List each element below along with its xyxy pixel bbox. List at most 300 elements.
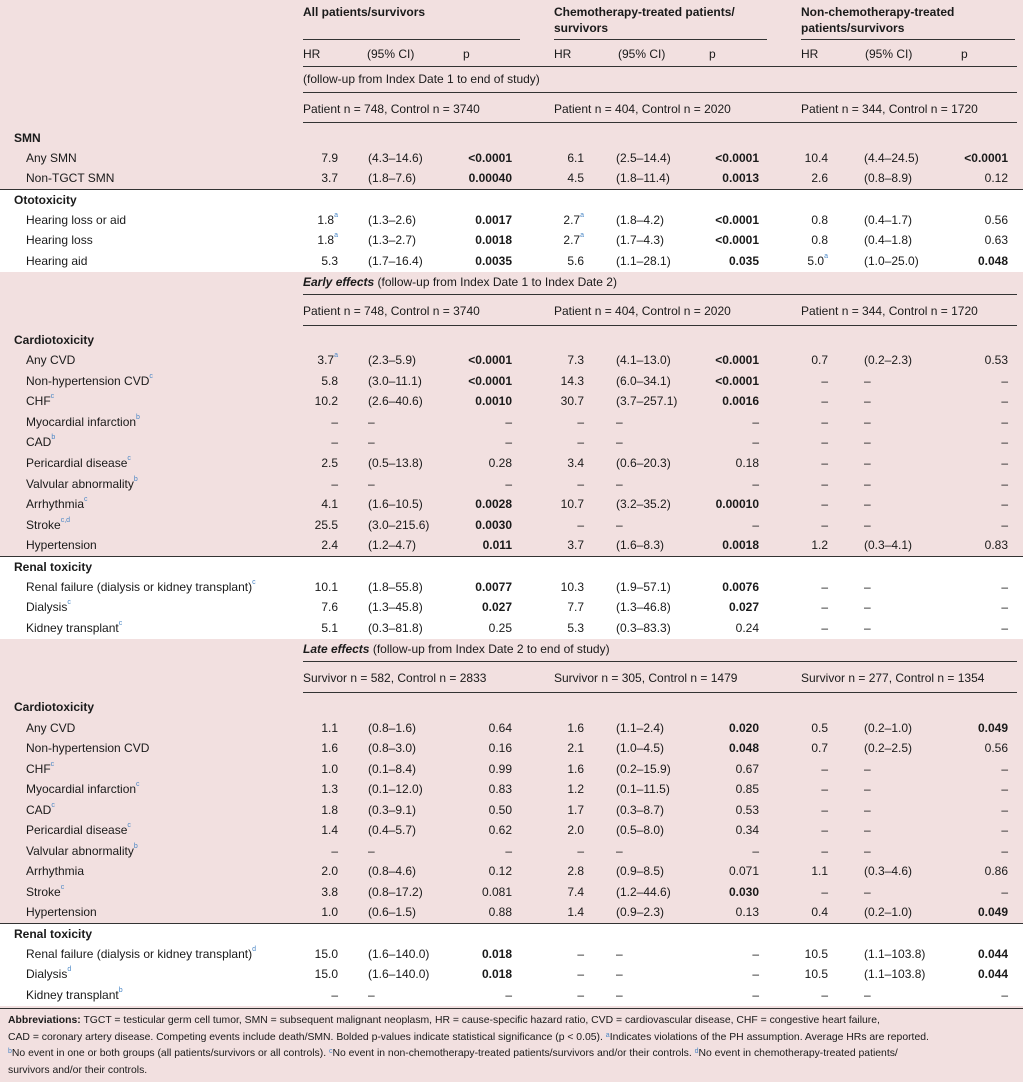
cell-value: 0.4	[811, 905, 828, 919]
cell-value: –	[864, 497, 871, 511]
table-row	[0, 494, 1023, 515]
cell-value: –	[616, 967, 623, 981]
cell-p1	[420, 515, 512, 536]
cell-hr1	[302, 944, 338, 965]
cell-ci3	[864, 210, 912, 231]
cell-ci1	[368, 718, 416, 739]
cell-ci1	[368, 494, 423, 515]
cell-value: (1.1–103.8)	[864, 947, 926, 961]
cell-value: –	[821, 844, 828, 858]
cell-hr3	[800, 474, 828, 495]
cell-value: –	[752, 415, 759, 429]
cell-p1	[420, 412, 512, 433]
row-label: CAD$^c$	[26, 802, 55, 817]
cell-value: (1.6–140.0)	[368, 967, 430, 981]
cell-p3	[912, 412, 1008, 433]
n-row-2-chemo: Patient n = 404, Control n = 2020	[554, 304, 731, 318]
cell-value: –	[821, 374, 828, 388]
cell-hr1	[302, 515, 338, 536]
cell-ci2	[616, 412, 623, 433]
header-hr-non: HR	[801, 47, 819, 61]
cell-p1	[420, 800, 512, 821]
cell-value: (1.1–28.1)	[616, 254, 671, 268]
cell-value: –	[821, 518, 828, 532]
cell-value: 0.83	[984, 538, 1008, 552]
row-label	[26, 738, 149, 759]
cell-p1	[420, 820, 512, 841]
cell-value: 0.0016	[722, 394, 759, 408]
table-row	[0, 882, 1023, 903]
cell-value: 15.0	[314, 967, 338, 981]
rule-line	[303, 122, 1017, 123]
cell-hr3	[800, 453, 828, 474]
cell-ci3	[864, 453, 871, 474]
cell-value: 1.2	[811, 538, 828, 552]
cell-hr3	[800, 412, 828, 433]
table-row	[0, 391, 1023, 412]
cell-ci1	[368, 210, 416, 231]
cell-p1	[420, 861, 512, 882]
cell-p2	[664, 494, 759, 515]
cell-p2	[664, 738, 759, 759]
row-label: Stroke$^{c,d}$	[26, 517, 71, 532]
cell-value: –	[864, 600, 871, 614]
cell-p1	[420, 759, 512, 780]
cell-value: 0.044	[977, 967, 1008, 981]
section-renal-late-label: Renal toxicity	[14, 927, 93, 941]
section-oto	[0, 190, 1023, 211]
cell-value: (1.7–4.3)	[616, 233, 665, 247]
cell-value: (1.0–25.0)	[864, 254, 919, 268]
table-row	[0, 964, 1023, 985]
cell-value: (3.0–215.6)	[368, 518, 430, 532]
cell-value: 0.018	[481, 947, 512, 961]
row-label-text: Dialysis	[26, 600, 68, 614]
cell-value: <0.0001	[715, 233, 759, 247]
cell-p3	[912, 577, 1008, 598]
cell-ci1	[368, 882, 423, 903]
cell-value: –	[821, 394, 828, 408]
cell-p1	[420, 618, 512, 639]
cell-value: 0.0010	[475, 394, 512, 408]
cell-value: 7.4	[567, 885, 584, 899]
row-label-text: Arrhythmia	[26, 864, 85, 878]
cell-value: 1.1	[811, 864, 828, 878]
cell-value: –	[331, 844, 338, 858]
cell-value: –	[752, 477, 759, 491]
cell-value: 1.0	[321, 762, 338, 776]
cell-p3	[912, 168, 1008, 189]
cell-hr3	[800, 882, 828, 903]
cell-p1	[420, 494, 512, 515]
cell-p1	[420, 230, 512, 251]
row-label-text: Myocardial infarction	[26, 415, 137, 429]
cell-value: –	[505, 477, 512, 491]
cell-value: 5.8	[321, 374, 338, 388]
row-label: CAD$^b$	[26, 434, 56, 449]
cell-value: (0.3–4.1)	[864, 538, 913, 552]
cell-ci1	[368, 759, 416, 780]
cell-p2	[664, 944, 759, 965]
cell-hr2	[554, 861, 584, 882]
cell-p1	[420, 718, 512, 739]
cell-hr3	[800, 577, 828, 598]
cell-hr3	[800, 148, 828, 169]
table-row	[0, 515, 1023, 536]
cell-p2	[664, 168, 759, 189]
cell-value: –	[864, 844, 871, 858]
cell-value: –	[821, 782, 828, 796]
cell-p1	[420, 391, 512, 412]
footnote-d: No event in chemotherapy-treated patients/	[698, 1048, 898, 1059]
cell-p3	[912, 882, 1008, 903]
row-label	[26, 350, 75, 371]
row-label: Renal failure (dialysis or kidney transplant)$^d$	[26, 946, 257, 961]
cell-ci1	[368, 168, 416, 189]
cell-value: (1.8–11.4)	[616, 171, 670, 185]
cell-value: <0.0001	[964, 151, 1008, 165]
cell-p3	[912, 718, 1008, 739]
cell-ci1	[368, 618, 423, 639]
row-label-text: CAD	[26, 435, 52, 449]
cell-value: 1.7	[567, 803, 584, 817]
cell-ci2	[616, 882, 671, 903]
cell-ci2	[616, 168, 670, 189]
row-label: Kidney transplant$^c$	[26, 620, 123, 635]
cell-value: (1.3–46.8)	[616, 600, 671, 614]
cell-ci1	[368, 453, 423, 474]
cell-value: (1.6–140.0)	[368, 947, 430, 961]
row-label: Dialysis$^d$	[26, 966, 72, 981]
cell-hr1	[302, 861, 338, 882]
cell-ci3	[864, 759, 871, 780]
cell-p3	[912, 474, 1008, 495]
cell-value: 10.5	[804, 947, 828, 961]
row-label-text: Any SMN	[26, 151, 77, 165]
cell-p3	[912, 210, 1008, 231]
cell-value: 5.6	[567, 254, 584, 268]
cell-p2	[664, 210, 759, 231]
cell-p1	[420, 841, 512, 862]
cell-value: 0.049	[977, 905, 1008, 919]
row-label	[26, 230, 93, 251]
section-cardio-early	[0, 330, 1023, 351]
cell-ci2	[616, 453, 671, 474]
table-row	[0, 350, 1023, 371]
cell-hr3	[800, 494, 828, 515]
cell-hr2	[554, 882, 584, 903]
cell-hr3	[800, 738, 828, 759]
cell-value: 10.7	[560, 497, 584, 511]
cell-hr2	[554, 738, 584, 759]
cell-ci2	[616, 618, 671, 639]
cell-ci2	[616, 841, 623, 862]
cell-value: (6.0–34.1)	[616, 374, 671, 388]
cell-value: 2.8	[567, 864, 584, 878]
cell-value: –	[864, 456, 871, 470]
cell-ci3	[864, 391, 871, 412]
cell-hr2	[554, 432, 584, 453]
cell-p3	[912, 251, 1008, 272]
table-row	[0, 453, 1023, 474]
cell-ci2	[616, 350, 671, 371]
table-footnote: Abbreviations: TGCT = testicular germ cell tumor, SMN = subsequent malignant neoplasm, HR = cause-specific hazard ratio, CVD = cardiovascular disease, CHF = congestive heart failure, CAD = coronary artery disease. Competing events include death/SMN. Bolded p-values indicate statistical significance (p < 0.05). $^a$Indicates violations of the PH assumption. Average HRs are reported. $^b$No event in one or both groups (all patients/survivors or all controls). $^c$No event in non-chemotherapy-treated patients/survivors and/or their controls. $^d$No event in chemotherapy-treated patients/ survivors and/or their controls.	[8, 1015, 929, 1076]
row-label	[26, 148, 77, 169]
cell-value: –	[577, 967, 584, 981]
row-label: Stroke$^c$	[26, 884, 65, 899]
cell-hr3	[800, 820, 828, 841]
cell-value: –	[752, 967, 759, 981]
cell-p2	[664, 535, 759, 556]
cell-ci2	[616, 902, 664, 923]
cell-hr2	[554, 535, 584, 556]
late-effects-title	[303, 639, 610, 659]
cell-hr2	[554, 820, 584, 841]
rule-line	[303, 294, 1017, 295]
cell-value: 0.018	[481, 967, 512, 981]
cell-value: 1.8	[321, 803, 338, 817]
cell-hr1: 3.7$^a$	[317, 352, 338, 367]
cell-value: (0.3–8.7)	[616, 803, 665, 817]
cell-hr2	[554, 412, 584, 433]
cell-ci2	[616, 985, 623, 1006]
cell-p3	[912, 618, 1008, 639]
cell-value: 10.5	[804, 967, 828, 981]
row-label-text: Hearing loss or aid	[26, 213, 127, 227]
cell-ci2	[616, 597, 671, 618]
cell-ci2	[616, 432, 623, 453]
cell-p2	[664, 902, 759, 923]
cell-p2	[664, 861, 759, 882]
table-row	[0, 210, 1023, 231]
cell-p3	[912, 944, 1008, 965]
cell-hr3	[800, 168, 828, 189]
cell-value: –	[821, 580, 828, 594]
cell-value: 0.0030	[475, 518, 512, 532]
cell-hr2	[554, 148, 584, 169]
cell-value: (0.2–2.3)	[864, 353, 913, 367]
cell-value: 0.24	[735, 621, 759, 635]
cell-ci2	[616, 210, 664, 231]
cell-value: (0.6–1.5)	[368, 905, 417, 919]
rule-line	[0, 1008, 1023, 1009]
row-label	[26, 861, 84, 882]
cell-value: –	[368, 435, 375, 449]
cell-p1	[420, 577, 512, 598]
cell-ci1	[368, 432, 375, 453]
cell-ci3	[864, 432, 871, 453]
row-label-text: Any CVD	[26, 721, 76, 735]
cell-value: (1.6–8.3)	[616, 538, 665, 552]
cell-value: 0.63	[984, 233, 1008, 247]
cell-value: –	[864, 580, 871, 594]
cell-value: 2.5	[321, 456, 338, 470]
cell-value: –	[752, 844, 759, 858]
cell-value: 0.53	[984, 353, 1008, 367]
row-label: Myocardial infarction$^b$	[26, 414, 140, 429]
cell-hr2	[554, 779, 584, 800]
header-p-chemo: p	[709, 47, 716, 61]
cell-hr2	[554, 841, 584, 862]
cell-value: –	[864, 415, 871, 429]
cell-value: –	[368, 415, 375, 429]
cell-ci2	[616, 251, 671, 272]
cell-value: 7.6	[321, 600, 338, 614]
cell-value: 4.5	[567, 171, 584, 185]
table-row	[0, 800, 1023, 821]
cell-value: 2.1	[567, 741, 584, 755]
cell-value: 1.6	[567, 721, 584, 735]
cell-value: (1.9–57.1)	[616, 580, 671, 594]
cell-value: 0.18	[735, 456, 759, 470]
cell-value: 0.027	[728, 600, 759, 614]
cell-ci3	[864, 494, 871, 515]
cell-p1	[420, 210, 512, 231]
cell-hr1	[302, 738, 338, 759]
cell-value: –	[821, 762, 828, 776]
rule-line	[303, 325, 1017, 326]
cell-value: (0.3–4.6)	[864, 864, 913, 878]
cell-ci2	[616, 494, 671, 515]
cell-value: (1.2–44.6)	[616, 885, 671, 899]
cell-value: (0.3–9.1)	[368, 803, 417, 817]
cell-p3	[912, 738, 1008, 759]
cell-ci2	[616, 148, 671, 169]
cell-value: –	[616, 518, 623, 532]
cell-ci1	[368, 597, 423, 618]
cell-ci3	[864, 515, 871, 536]
n-row-1-all: Patient n = 748, Control n = 3740	[303, 102, 480, 116]
cell-value: 0.8	[811, 213, 828, 227]
cell-value: 3.7	[567, 538, 584, 552]
cell-hr3	[800, 515, 828, 536]
table-row	[0, 718, 1023, 739]
row-label	[26, 718, 75, 739]
cell-p1	[420, 944, 512, 965]
cell-value: –	[331, 415, 338, 429]
cell-hr3	[800, 944, 828, 965]
cell-ci1	[368, 371, 422, 392]
cell-ci3	[864, 985, 871, 1006]
cell-value: –	[577, 844, 584, 858]
cell-p1	[420, 251, 512, 272]
cell-value: –	[821, 477, 828, 491]
table-row	[0, 371, 1023, 392]
late-title-bold: Late effects	[303, 642, 370, 656]
row-label-text: Arrhythmia	[26, 497, 85, 511]
cell-hr2	[554, 944, 584, 965]
cell-hr1	[302, 597, 338, 618]
cell-hr2	[554, 350, 584, 371]
cell-hr1	[302, 902, 338, 923]
cell-value: –	[1001, 823, 1008, 837]
cell-value: –	[505, 435, 512, 449]
cell-value: 2.0	[321, 864, 338, 878]
row-label-text: Hypertension	[26, 538, 97, 552]
n-row-3-non: Survivor n = 277, Control n = 1354	[801, 671, 985, 685]
rule-line	[554, 39, 767, 40]
rule-line	[303, 692, 1017, 693]
cell-value: 0.0018	[722, 538, 759, 552]
cell-value: 0.00010	[715, 497, 759, 511]
section-renal-early	[0, 557, 1023, 578]
cell-p2	[664, 515, 759, 536]
cell-value: 1.1	[321, 721, 338, 735]
cell-hr2	[554, 391, 584, 412]
cell-value: 3.7	[321, 171, 338, 185]
cell-value: –	[864, 762, 871, 776]
cell-hr2: 2.7$^a$	[563, 232, 584, 247]
table-row	[0, 148, 1023, 169]
cell-value: 0.071	[728, 864, 759, 878]
cell-value: –	[505, 415, 512, 429]
cell-value: (0.8–1.6)	[368, 721, 417, 735]
cell-hr1	[302, 718, 338, 739]
cell-hr3: 5.0$^a$	[807, 253, 828, 268]
cell-p2	[664, 759, 759, 780]
row-label-text: Stroke	[26, 518, 61, 532]
cell-value: –	[616, 435, 623, 449]
cell-ci3	[864, 412, 871, 433]
cell-p3	[912, 861, 1008, 882]
cell-value: <0.0001	[468, 353, 512, 367]
cell-value: –	[821, 823, 828, 837]
cell-hr3	[800, 350, 828, 371]
cell-value: 5.1	[321, 621, 338, 635]
cell-value: –	[368, 844, 375, 858]
cell-value: 1.0	[321, 905, 338, 919]
cell-ci2	[616, 718, 664, 739]
cell-hr1	[302, 577, 338, 598]
cell-value: 0.030	[728, 885, 759, 899]
cell-hr1	[302, 412, 338, 433]
cell-p1	[420, 474, 512, 495]
table-row	[0, 985, 1023, 1006]
cell-value: –	[752, 947, 759, 961]
cell-p3	[912, 820, 1008, 841]
cell-value: 30.7	[560, 394, 584, 408]
cell-value: 0.081	[481, 885, 512, 899]
cell-p3	[912, 350, 1008, 371]
cell-value: (2.6–40.6)	[368, 394, 423, 408]
cell-hr2	[554, 577, 584, 598]
cell-ci3	[864, 902, 912, 923]
cell-value: (2.3–5.9)	[368, 353, 417, 367]
cell-value: (1.0–4.5)	[616, 741, 665, 755]
cell-ci3	[864, 618, 871, 639]
row-label-text: CHF	[26, 762, 51, 776]
cell-value: 6.1	[567, 151, 584, 165]
cell-value: 0.12	[488, 864, 512, 878]
cell-hr1	[302, 453, 338, 474]
cell-value: 0.048	[728, 741, 759, 755]
cell-value: –	[821, 803, 828, 817]
cell-ci1	[368, 577, 423, 598]
cell-value: 1.8	[317, 233, 335, 247]
cell-value: 0.25	[488, 621, 512, 635]
cell-value: 0.62	[488, 823, 512, 837]
cell-value: –	[1001, 782, 1008, 796]
cell-p2	[664, 882, 759, 903]
cell-value: 2.4	[321, 538, 338, 552]
cell-value: 2.7	[563, 213, 581, 227]
cell-value: 1.2	[567, 782, 584, 796]
cell-hr1	[302, 494, 338, 515]
cell-value: 0.0013	[722, 171, 759, 185]
cell-value: –	[752, 988, 759, 1002]
cell-p2	[664, 371, 759, 392]
cell-ci1	[368, 985, 375, 1006]
